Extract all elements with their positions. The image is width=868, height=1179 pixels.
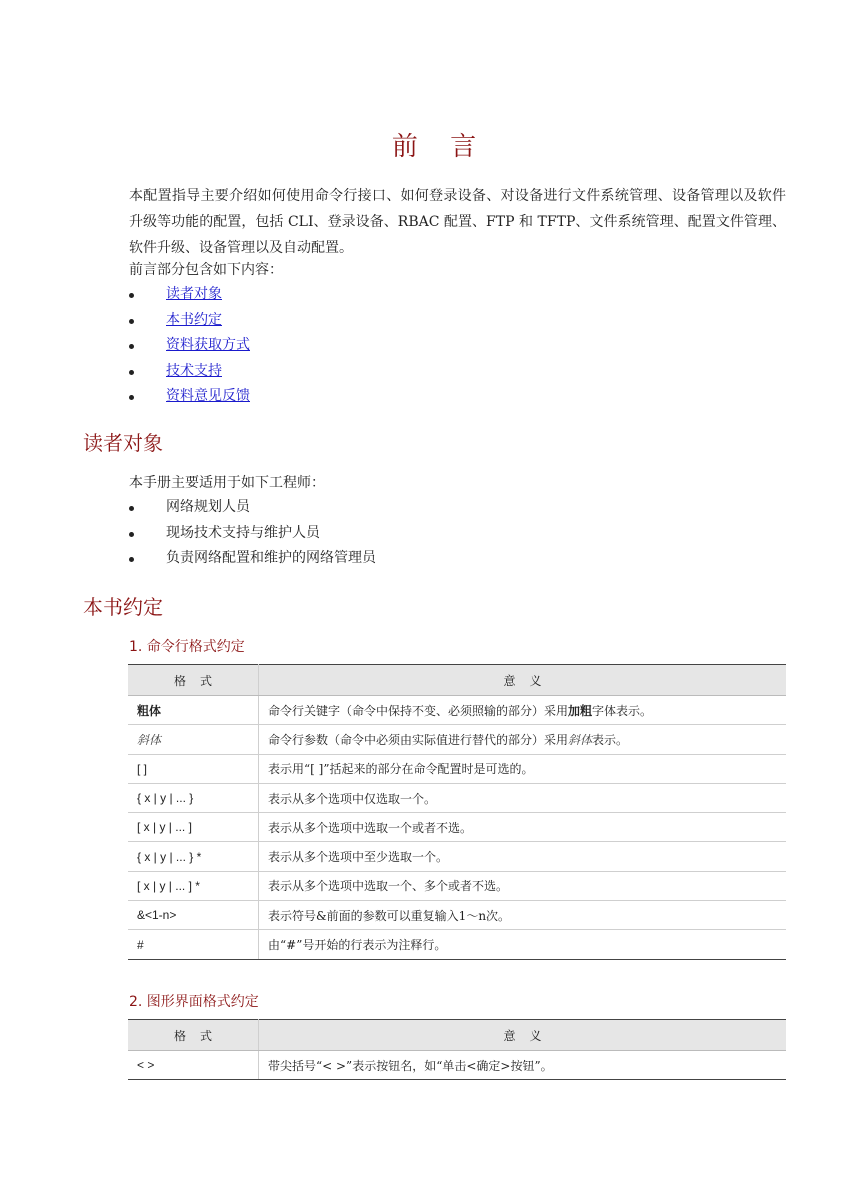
readers-list <box>129 495 376 572</box>
list-item-text: 网络规划人员 <box>166 499 250 515</box>
italic-example: 斜体 <box>568 732 593 747</box>
bullet-icon <box>129 395 134 400</box>
bullet-icon <box>129 506 134 511</box>
bullet-icon <box>129 557 134 562</box>
format-cell: [ ] <box>128 754 259 783</box>
table-header-row <box>128 1020 786 1051</box>
toc-list <box>129 282 250 410</box>
format-cell: &<1-n> <box>128 901 259 930</box>
meaning-cell: 表示从多个选项中选取一个或者不选。 <box>259 813 787 842</box>
bullet-icon <box>129 344 134 349</box>
meaning-cell: 表示符号&前面的参数可以重复输入1～n次。 <box>259 901 787 930</box>
format-cell: < > <box>128 1051 259 1080</box>
format-cell: [ x | y | ... ] * <box>128 871 259 900</box>
gui-conventions-heading: 2. 图形界面格式约定 <box>129 994 259 1010</box>
toc-item <box>129 333 250 359</box>
intro-paragraph: 本配置指导主要介绍如何使用命令行接口、如何登录设备、对设备进行文件系统管理、设备管理以及软件升级等功能的配置，包括 CLI、登录设备、RBAC 配置、FTP 和 TFTP、文件系统管理、配置文件管理、软件升级、设备管理以及自动配置。 <box>129 188 786 256</box>
toc-link-docs[interactable]: 资料获取方式 <box>166 337 250 353</box>
meaning-cell: 表示从多个选项中选取一个、多个或者不选。 <box>259 871 787 900</box>
contents-intro: 前言部分包含如下内容： <box>129 262 283 278</box>
toc-link-conventions[interactable]: 本书约定 <box>166 311 222 328</box>
list-item <box>129 521 376 547</box>
table-row <box>128 901 786 930</box>
column-header-meaning: 意义 <box>259 1020 787 1051</box>
cli-conventions-heading: 1. 命令行格式约定 <box>129 639 245 655</box>
readers-heading: 读者对象 <box>83 431 163 455</box>
bold-example: 加粗 <box>568 703 593 718</box>
list-item <box>129 546 376 572</box>
column-header-meaning: 意义 <box>259 665 787 696</box>
meaning-cell: 表示从多个选项中至少选取一个。 <box>259 842 787 871</box>
table-row <box>128 1051 786 1080</box>
table-row <box>128 725 786 754</box>
table-header-row <box>128 665 786 696</box>
format-cell: # <box>128 930 259 959</box>
meaning-cell: 表示从多个选项中仅选取一个。 <box>259 783 787 812</box>
format-cell: [ x | y | ... ] <box>128 813 259 842</box>
toc-item <box>129 359 250 385</box>
bullet-icon <box>129 532 134 537</box>
table-row <box>128 842 786 871</box>
page-title: 前 言 <box>391 132 489 162</box>
meaning-cell: 由“#”号开始的行表示为注释行。 <box>259 930 787 959</box>
column-header-format: 格式 <box>128 665 259 696</box>
toc-item <box>129 384 250 410</box>
meaning-cell: 命令行关键字（命令中保持不变、必须照输的部分）采用加粗字体表示。 <box>259 696 787 725</box>
list-item-text: 负责网络配置和维护的网络管理员 <box>166 550 376 566</box>
column-header-format: 格式 <box>128 1020 259 1051</box>
format-cell: { x | y | ... } * <box>128 842 259 871</box>
format-cell: 粗体 <box>128 696 259 725</box>
meaning-cell: 带尖括号“< >”表示按钮名，如“单击<确定>按钮”。 <box>259 1051 787 1080</box>
table-row <box>128 813 786 842</box>
toc-link-support[interactable]: 技术支持 <box>166 362 222 379</box>
toc-link-readers[interactable]: 读者对象 <box>166 286 222 302</box>
meaning-cell: 命令行参数（命令中必须由实际值进行替代的部分）采用斜体表示。 <box>259 725 787 754</box>
list-item <box>129 495 376 521</box>
list-item-text: 现场技术支持与维护人员 <box>166 524 320 541</box>
bullet-icon <box>129 319 134 324</box>
conventions-heading: 本书约定 <box>83 595 163 619</box>
format-cell: { x | y | ... } <box>128 783 259 812</box>
gui-conventions-table <box>128 1019 786 1080</box>
bullet-icon <box>129 293 134 298</box>
toc-item <box>129 308 250 334</box>
table-row <box>128 871 786 900</box>
toc-link-feedback[interactable]: 资料意见反馈 <box>166 388 250 404</box>
format-cell: 斜体 <box>128 725 259 754</box>
cli-conventions-table <box>128 664 786 960</box>
table-row <box>128 754 786 783</box>
bullet-icon <box>129 370 134 375</box>
meaning-cell: 表示用“[ ]”括起来的部分在命令配置时是可选的。 <box>259 754 787 783</box>
table-row <box>128 783 786 812</box>
readers-intro: 本手册主要适用于如下工程师： <box>129 475 325 491</box>
table-row <box>128 696 786 725</box>
toc-item <box>129 282 250 308</box>
table-row <box>128 930 786 959</box>
